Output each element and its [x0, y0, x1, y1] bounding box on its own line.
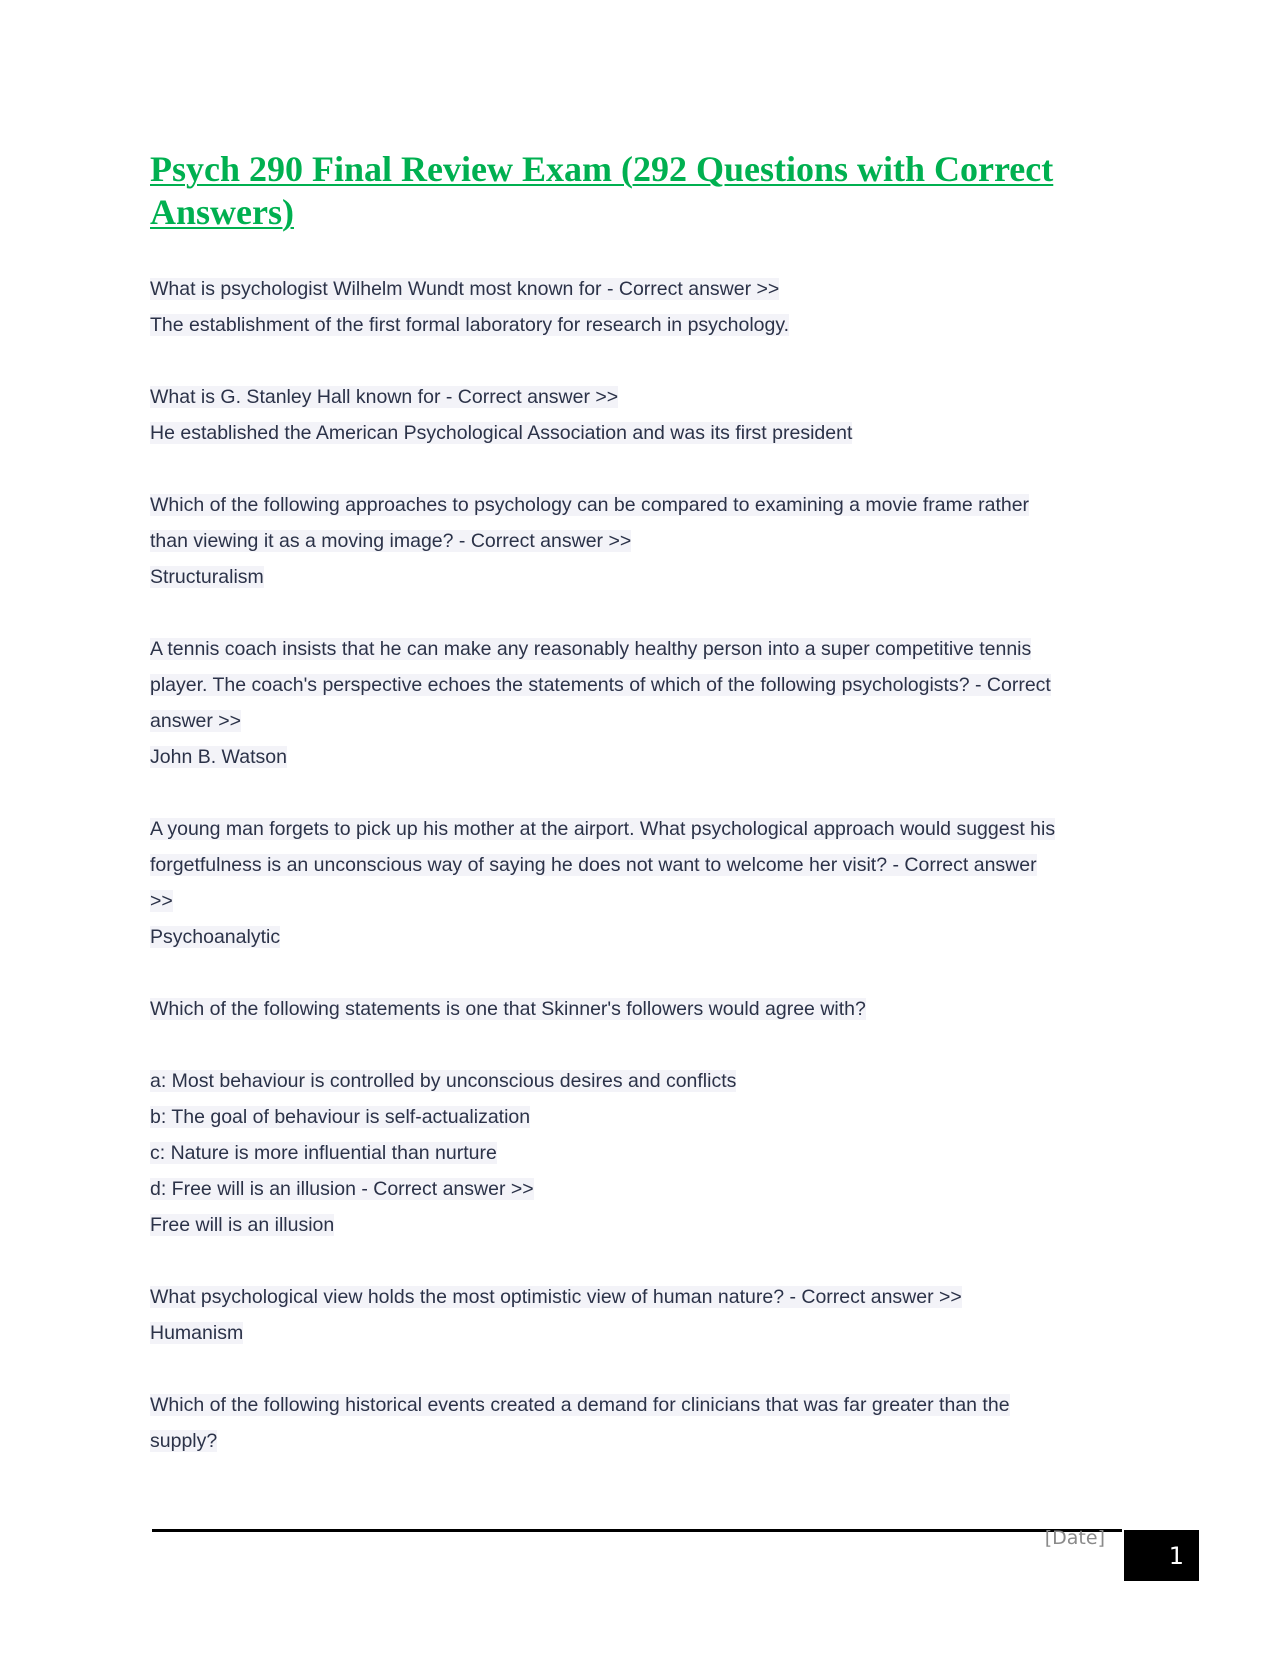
answer-text: He established the American Psychological Association and was its first president: [150, 422, 853, 444]
page-number: 1: [1168, 1542, 1184, 1570]
blank-line: [150, 1351, 1125, 1387]
answer-text: Humanism: [150, 1322, 244, 1344]
blank-line: [150, 1243, 1125, 1279]
text-line: [150, 1423, 1125, 1459]
text-line: [150, 1063, 1125, 1099]
text-line: [150, 559, 1125, 595]
text-line: [150, 847, 1125, 883]
text-line: [150, 703, 1125, 739]
answer-text: Structuralism: [150, 566, 264, 588]
document-body: [150, 271, 1125, 1459]
text-line: [150, 523, 1125, 559]
text-line: [150, 1387, 1125, 1423]
blank-line: [150, 451, 1125, 487]
text-line: [150, 1315, 1125, 1351]
question-text: >>: [150, 890, 173, 912]
option-text: d: Free will is an illusion - Correct answer >>: [150, 1178, 534, 1200]
text-line: [150, 307, 1125, 343]
question-text: Which of the following historical events created a demand for clinicians that was far greater than the: [150, 1394, 1010, 1416]
question-text: What is psychologist Wilhelm Wundt most known for - Correct answer >>: [150, 278, 780, 300]
text-line: [150, 919, 1125, 955]
text-line: [150, 811, 1125, 847]
footer-rule: [152, 1529, 1122, 1532]
question-text: forgetfulness is an unconscious way of saying he does not want to welcome her visit? - Correct answer: [150, 854, 1037, 876]
question-text: A young man forgets to pick up his mother at the airport. What psychological approach would suggest his: [150, 818, 1056, 840]
text-line: [150, 991, 1125, 1027]
blank-line: [150, 595, 1125, 631]
question-text: Which of the following approaches to psychology can be compared to examining a movie frame rather: [150, 494, 1030, 516]
answer-text: Psychoanalytic: [150, 926, 281, 948]
blank-line: [150, 775, 1125, 811]
text-line: [150, 271, 1125, 307]
blank-line: [150, 955, 1125, 991]
option-text: c: Nature is more influential than nurture: [150, 1142, 497, 1164]
question-text: What is G. Stanley Hall known for - Correct answer >>: [150, 386, 619, 408]
text-line: [150, 739, 1125, 775]
text-line: [150, 1279, 1125, 1315]
page-title: Psych 290 Final Review Exam (292 Questions with Correct Answers): [150, 149, 1054, 232]
answer-text: Free will is an illusion: [150, 1214, 335, 1236]
question-text: A tennis coach insists that he can make any reasonably healthy person into a super competitive tennis: [150, 638, 1032, 660]
text-line: [150, 1135, 1125, 1171]
text-line: [150, 1171, 1125, 1207]
blank-line: [150, 1027, 1125, 1063]
blank-line: [150, 343, 1125, 379]
question-text: What psychological view holds the most optimistic view of human nature? - Correct answer >>: [150, 1286, 962, 1308]
question-text: than viewing it as a moving image? - Correct answer >>: [150, 530, 632, 552]
option-text: a: Most behaviour is controlled by unconscious desires and conflicts: [150, 1070, 737, 1092]
answer-text: John B. Watson: [150, 746, 287, 768]
text-line: [150, 487, 1125, 523]
text-line: [150, 379, 1125, 415]
text-line: [150, 1099, 1125, 1135]
option-text: b: The goal of behaviour is self-actualization: [150, 1106, 531, 1128]
text-line: [150, 631, 1125, 667]
text-line: [150, 1207, 1125, 1243]
page-number-box: [1124, 1530, 1199, 1581]
question-text: player. The coach's perspective echoes the statements of which of the following psychologists? - Correct: [150, 674, 1051, 696]
text-line: [150, 883, 1125, 919]
question-text: supply?: [150, 1430, 218, 1452]
footer-date: [Date]: [1044, 1527, 1105, 1549]
text-line: [150, 415, 1125, 451]
question-text: answer >>: [150, 710, 242, 732]
question-text: Which of the following statements is one that Skinner's followers would agree with?: [150, 998, 866, 1020]
text-line: [150, 667, 1125, 703]
answer-text: The establishment of the first formal laboratory for research in psychology.: [150, 314, 790, 336]
